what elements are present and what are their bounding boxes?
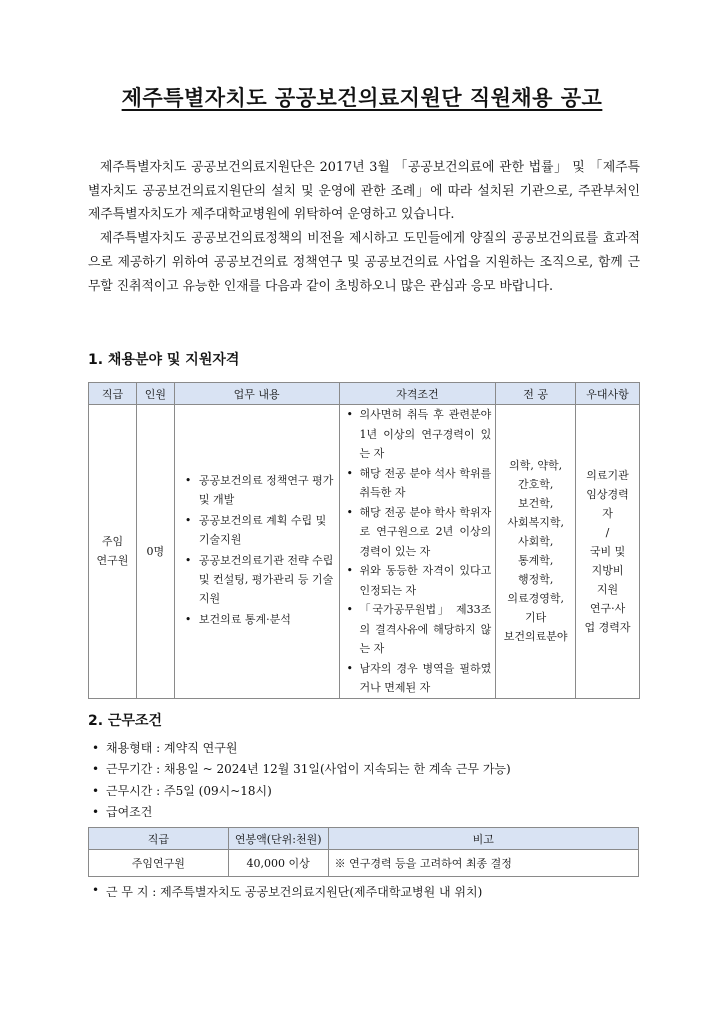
page-title: 제주특별자치도 공공보건의료지원단 직원채용 공고 — [121, 86, 603, 110]
salary-header-rank: 직급 — [89, 828, 229, 850]
salary-rank-cell: 주임연구원 — [89, 850, 229, 877]
qualification-item: • 「국가공무원법」 제33조의 결격사유에 해당하지 않는 자 — [344, 600, 492, 659]
salary-table — [88, 827, 639, 877]
rank-cell: 주임 연구원 — [89, 405, 137, 699]
qualification-item: • 위와 동등한 자격이 있다고 인정되는 자 — [344, 561, 492, 600]
intro-paragraph-2: 제주특별자치도 공공보건의료정책의 비전을 제시하고 도민들에게 양질의 공공보건의료를 효과적으로 제공하기 위하여 공공보건의료 정책연구 및 공공보건의료 사업을 지원하는 조직으로, 함께 근무할 진취적이고 유능한 인재를 다음과 같이 초빙하오니 많은 관심과 응모 바랍니다. — [88, 231, 640, 294]
salary-amount-cell: 40,000 이상 — [228, 850, 328, 877]
qualification-item: • 해당 전공 분야 학사 학위자로 연구원으로 2년 이상의 경력이 있는 자 — [344, 503, 492, 562]
section-2-heading: 2. 근무조건 — [88, 713, 163, 729]
table-row — [89, 405, 640, 699]
section-1-heading: 1. 채용분야 및 지원자격 — [88, 352, 240, 368]
list-item: • 채용형태 : 계약직 연구원 — [90, 738, 511, 759]
header-count: 인원 — [136, 383, 174, 405]
recruitment-table — [88, 382, 640, 699]
header-qualifications: 자격조건 — [339, 383, 496, 405]
qualification-item: • 남자의 경우 병역을 필하였거나 면제된 자 — [344, 659, 492, 698]
work-conditions-list — [90, 738, 511, 823]
salary-header-amount: 연봉액(단위:천원) — [228, 828, 328, 850]
major-cell: 의학, 약학, 간호학, 보건학, 사회복지학, 사회학, 통계학, 행정학, 의료경영학, 기타 보건의료분야 — [496, 405, 576, 699]
qualifications-cell — [339, 405, 496, 699]
intro-paragraph-1: 제주특별자치도 공공보건의료지원단은 2017년 3월 「공공보건의료에 관한 법률」 및 「제주특별자치도 공공보건의료지원단의 설치 및 운영에 관한 조례」에 따라 설치된 기관으로, 주관부처인 제주특별자치도가 제주대학교병원에 위탁하여 운영하고 있습니다. — [88, 160, 640, 223]
count-cell: 0명 — [136, 405, 174, 699]
duty-item: • 공공보건의료 계획 수립 및 기술지원 — [183, 511, 335, 549]
duties-cell — [174, 405, 339, 699]
list-item: • 근무시간 : 주5일 (09시~18시) — [90, 781, 511, 802]
list-item: • 급여조건 — [90, 802, 511, 823]
header-preference: 우대사항 — [576, 383, 640, 405]
duty-item: • 보건의료 통계·분석 — [183, 610, 335, 629]
preference-cell: 의료기관 임상경력 자 / 국비 및 지방비 지원 연구·사 업 경력자 — [576, 405, 640, 699]
list-item: • 근무기간 : 채용일 ~ 2024년 12월 31일(사업이 지속되는 한 계속 근무 가능) — [90, 759, 511, 780]
recruitment-table-header — [89, 383, 640, 405]
salary-note-cell: ※ 연구경력 등을 고려하여 최종 결정 — [328, 850, 638, 877]
qualification-item: • 해당 전공 분야 석사 학위를 취득한 자 — [344, 464, 492, 503]
workplace-item: • 근 무 지 : 제주특별자치도 공공보건의료지원단(제주대학교병원 내 위치) — [90, 883, 482, 900]
salary-header-note: 비고 — [328, 828, 638, 850]
header-major: 전 공 — [496, 383, 576, 405]
qualification-item: • 의사면허 취득 후 관련분야 1년 이상의 연구경력이 있는 자 — [344, 405, 492, 464]
header-rank: 직급 — [89, 383, 137, 405]
duty-item: • 공공보건의료기관 전략 수립 및 컨설팅, 평가관리 등 기술지원 — [183, 551, 335, 608]
header-duties: 업무 내용 — [174, 383, 339, 405]
duty-item: • 공공보건의료 정책연구 평가 및 개발 — [183, 471, 335, 509]
table-row — [89, 850, 639, 877]
intro-text — [88, 156, 640, 298]
salary-table-header — [89, 828, 639, 850]
